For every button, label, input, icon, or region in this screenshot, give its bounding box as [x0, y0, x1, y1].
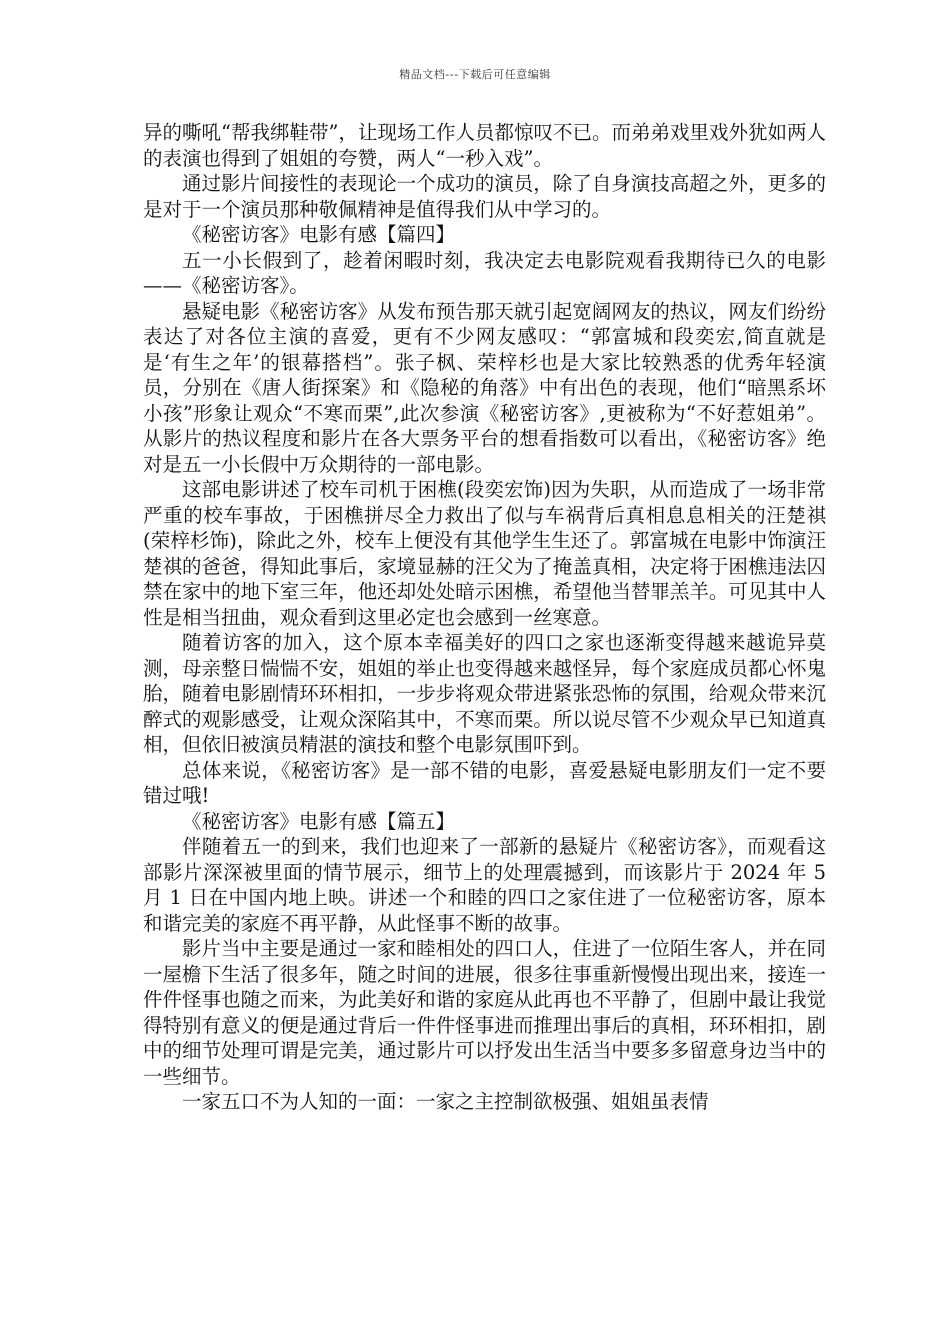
document-body [143, 120, 826, 1115]
paragraph: 伴随着五一的到来，我们也迎来了一部新的悬疑片《秘密访客》，而观看这部影片深深被里面的情节展示，细节上的处理震撼到，而该影片于 2024 年 5 月 1 日在中国内地上映。讲述一个和睦的四口之家住进了一位秘密访客，原本和谐完美的家庭不再平静，从此怪事不断的故事。 [143, 835, 826, 935]
paragraph: 影片当中主要是通过一家和睦相处的四口人，住进了一位陌生客人，并在同一屋檐下生活了很多年，随之时间的进展，很多往事重新慢慢出现出来，接连一件件怪事也随之而来，为此美好和谐的家庭从此再也不平静了，但剧中最让我觉得特别有意义的便是通过背后一件件怪事进而推理出事后的真相，环环相扣，剧中的细节处理可谓是完美，通过影片可以抒发出生活当中要多多留意身边当中的一些细节。 [143, 937, 826, 1088]
paragraph-continued: 异的嘶吼“帮我绑鞋带”，让现场工作人员都惊叹不已。而弟弟戏里戏外犹如两人的表演也得到了姐姐的夸赞，两人“一秒入戏”。 [143, 121, 826, 170]
paragraph: 这部电影讲述了校车司机于困樵(段奕宏饰)因为失职，从而造成了一场非常严重的校车事故，于困樵拼尽全力救出了似与车祸背后真相息息相关的汪楚祺(荣梓杉饰)，除此之外，校车上便没有其他学生生还了。郭富城在电影中饰演汪楚祺的爸爸，得知此事后，家境显赫的汪父为了掩盖真相，决定将于困樵违法囚禁在家中的地下室三年，他还却处处暗示困樵，希望他当替罪羔羊。可见其中人性是相当扭曲，观众看到这里必定也会感到一丝寒意。 [143, 478, 826, 629]
paragraph: 一家五口不为人知的一面：一家之主控制欲极强、姐姐虽表情 [182, 1090, 709, 1113]
section-heading-5: 《秘密访客》电影有感【篇五】 [182, 809, 456, 833]
paragraph: 总体来说，《秘密访客》是一部不错的电影，喜爱悬疑电影朋友们一定不要错过哦! [143, 758, 826, 807]
paragraph: 五一小长假到了，趁着闲暇时刻，我决定去电影院观看我期待已久的电影——《秘密访客》。 [143, 248, 826, 297]
paragraph: 悬疑电影《秘密访客》从发布预告那天就引起宽阔网友的热议，网友们纷纷表达了对各位主演的喜爱，更有不少网友感叹：“郭富城和段奕宏,简直就是是‘有生之年’的银幕搭档”。张子枫、荣梓杉也是大家比较熟悉的优秀年轻演员，分别在《唐人街探案》和《隐秘的角落》中有出色的表现，他们“暗黑系坏小孩”形象让观众“不寒而栗”,此次参演《秘密访客》,更被称为“不好惹姐弟”。从影片的热议程度和影片在各大票务平台的想看指数可以看出，《秘密访客》绝对是五一小长假中万众期待的一部电影。 [143, 299, 826, 476]
section-heading-4: 《秘密访客》电影有感【篇四】 [182, 223, 456, 246]
paragraph: 随着访客的加入，这个原本幸福美好的四口之家也逐渐变得越来越诡异莫测，母亲整日惴惴不安，姐姐的举止也变得越来越怪异，每个家庭成员都心怀鬼胎，随着电影剧情环环相扣，一步步将观众带进紧张恐怖的氛围，给观众带来沉醉式的观影感受，让观众深陷其中，不寒而栗。所以说尽管不少观众早已知道真相，但依旧被演员精湛的演技和整个电影氛围吓到。 [143, 631, 826, 756]
paragraph: 通过影片间接性的表现论一个成功的演员，除了自身演技高超之外，更多的是对于一个演员那种敬佩精神是值得我们从中学习的。 [143, 172, 826, 221]
page-header: 精品文档---下载后可任意编辑 [399, 68, 551, 81]
